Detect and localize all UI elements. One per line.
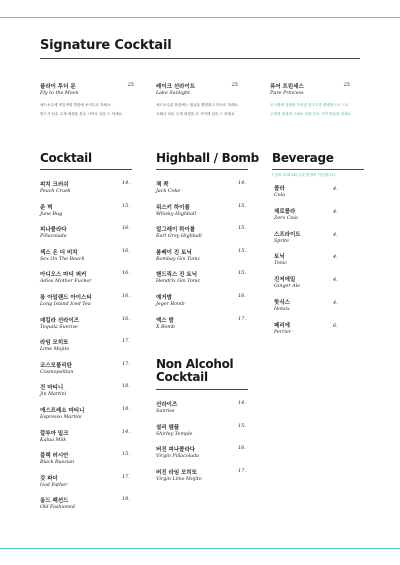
- item-english-name: X Bomb: [156, 324, 175, 330]
- item-price: 25: [231, 82, 238, 88]
- item-name: 준 벅: [40, 204, 53, 211]
- item-price: 16.: [122, 270, 130, 277]
- item-english-name: Tequila Sunrise: [40, 324, 78, 330]
- item-price: 15.: [238, 422, 246, 429]
- item-english-name: Virgin Lime Mojito: [156, 476, 202, 482]
- item-price: 15.: [122, 202, 130, 209]
- item-price: 14.: [238, 400, 246, 406]
- item-name: 롱 아일랜드 아이스티: [40, 295, 92, 301]
- item-name: 코스모폴리탄: [40, 362, 72, 369]
- menu-item: [274, 207, 364, 221]
- menu-item: [40, 429, 132, 443]
- item-english-name: Fly to the Moon: [40, 91, 79, 96]
- item-price: 4.: [333, 186, 338, 192]
- item-name: 라임 모히또: [40, 340, 69, 347]
- item-price: 15.: [238, 202, 246, 209]
- item-english-name: Lake Sunlight: [156, 91, 190, 96]
- item-price: 4.: [333, 254, 338, 261]
- item-english-name: Shirley Temple: [156, 431, 193, 437]
- item-english-name: Sprite: [274, 238, 289, 244]
- item-price: 4.: [333, 300, 338, 306]
- item-price: 14.: [122, 428, 130, 435]
- item-name: 섹스 온 더 비치: [40, 249, 78, 256]
- item-name: 블랙 러시안: [40, 453, 69, 460]
- menu-item: [40, 361, 132, 375]
- item-name: 핫식스: [274, 300, 290, 306]
- menu-item: [40, 383, 132, 397]
- menu-item: [40, 338, 132, 352]
- item-name: 에스프레소 마티니: [40, 408, 85, 414]
- menu-item: [156, 445, 248, 459]
- bottom-accent-line: [0, 548, 400, 549]
- title-line: Cocktail: [156, 370, 208, 384]
- menu-item: [274, 184, 364, 198]
- item-price: 14.: [122, 180, 130, 186]
- item-english-name: Adios Mother Fucker: [40, 279, 92, 285]
- item-name: 레이크 선라이트: [156, 84, 196, 90]
- item-price: 4.: [333, 208, 338, 215]
- menu-item: [40, 316, 132, 330]
- item-price: 16.: [122, 293, 130, 299]
- item-price: 25: [127, 82, 134, 88]
- item-description: [40, 101, 138, 119]
- menu-item: [274, 275, 364, 289]
- item-english-name: Jin Martini: [40, 392, 67, 398]
- menu-item: [274, 230, 364, 244]
- item-english-name: God Father: [40, 482, 68, 488]
- item-price: 17.: [122, 360, 130, 367]
- item-price: 17.: [122, 473, 130, 480]
- item-name: 퓨어 프린세스: [270, 84, 304, 90]
- menu-item: [156, 203, 248, 217]
- signature-item: [270, 82, 370, 119]
- cocktail-divider: [40, 169, 132, 170]
- item-english-name: Virgin Piñacolada: [156, 454, 200, 460]
- item-english-name: Ginger Ale: [274, 284, 301, 290]
- item-english-name: Old Fashioned: [40, 505, 75, 511]
- item-english-name: Tonic: [274, 261, 288, 267]
- item-price: 15.: [238, 270, 246, 277]
- item-price: 25: [343, 82, 350, 88]
- item-name: 갓 파더: [40, 475, 58, 482]
- menu-item: [40, 406, 132, 420]
- description-line: 모시렉세 설템을 조작된 꽃주도를 빨렐화으브 드로: [270, 103, 349, 107]
- item-name: 버진 피나콜라다: [156, 447, 196, 454]
- item-name: 깔루아 밀크: [40, 430, 69, 437]
- description-line: 애드소수를 플룸에는 정글을 빨릴화고 아트로 하세요: [156, 103, 239, 107]
- menu-item: [40, 225, 132, 239]
- description-line: 애드소수에 비밀정렬 발을에 소이트로 하세요: [40, 103, 111, 107]
- menu-item: [156, 293, 248, 307]
- item-english-name: Lime Mojito: [40, 347, 70, 353]
- item-description: [270, 101, 368, 119]
- beverage-note: * 음료 리필 1회 주문 변경이 가능합니다: [272, 173, 336, 177]
- description-line: 반드시 선수 주세 세정을 본수 시여로 살음 드 하세요: [40, 112, 123, 116]
- highball-divider: [156, 169, 248, 170]
- menu-item: [156, 180, 248, 194]
- menu-item: [156, 248, 248, 262]
- description-line: 오테나 비수 주세 세정을 수 시여에 살음 드 하세요: [156, 112, 235, 116]
- top-accent-line: [0, 17, 400, 18]
- item-english-name: Whisky Highball: [156, 211, 197, 217]
- item-price: 16.: [122, 225, 130, 232]
- item-english-name: Jack Coke: [156, 189, 181, 194]
- item-price: 18.: [122, 383, 130, 390]
- item-price: 15.: [238, 247, 246, 254]
- item-name: 올드 패션드: [40, 498, 69, 505]
- item-price: 4.: [333, 277, 338, 284]
- item-name: 진저에일: [274, 277, 296, 284]
- signature-divider: [40, 58, 360, 59]
- item-english-name: Zero Cola: [274, 215, 298, 221]
- description-line: 주세정 형세에 주세소 하를 본소 시여 당았을 하세요: [270, 112, 351, 116]
- item-english-name: Sunrise: [156, 409, 175, 414]
- menu-item: [40, 203, 132, 217]
- item-price: 16.: [238, 445, 246, 452]
- item-name: 버진 라임 모히또: [156, 469, 198, 476]
- item-name: 데킬라 선라이즈: [40, 317, 80, 324]
- item-english-name: Bombay Gin Tonic: [156, 256, 201, 262]
- menu-item: [156, 225, 248, 239]
- item-price: 14.: [238, 180, 246, 186]
- beverage-divider: [272, 169, 364, 170]
- item-english-name: Earl Grey Highball: [156, 234, 202, 240]
- item-price: 4.: [333, 231, 338, 238]
- menu-item: [40, 180, 132, 194]
- item-price: 17.: [238, 467, 246, 474]
- item-name: 피나콜라다: [40, 227, 67, 234]
- item-english-name: Sex On The Beach: [40, 256, 85, 262]
- signature-item: [156, 82, 256, 119]
- highball-section-title: Highball / Bomb: [156, 151, 259, 165]
- item-english-name: Hotsix: [274, 307, 290, 312]
- title-line: Non Alcohol: [156, 357, 234, 371]
- menu-item: [156, 400, 248, 414]
- menu-item: [40, 248, 132, 262]
- item-price: 17.: [238, 315, 246, 322]
- item-name: 잭 콕: [156, 182, 169, 188]
- item-name: 엑스 밤: [156, 317, 174, 324]
- signature-title: Signature Cocktail: [40, 38, 172, 53]
- item-english-name: Peach Crush: [40, 189, 71, 194]
- item-price: 16.: [122, 247, 130, 254]
- menu-item: [156, 270, 248, 284]
- menu-item: [156, 423, 248, 437]
- item-price: 6.: [333, 322, 338, 329]
- item-english-name: Jeger Bomb: [156, 302, 185, 307]
- item-name: 셜리 템플: [156, 424, 180, 431]
- item-english-name: Cosmopolitan: [40, 369, 74, 375]
- item-english-name: Perrier: [274, 329, 292, 335]
- menu-item: [156, 316, 248, 330]
- item-name: 플라이 투더 문: [40, 84, 76, 90]
- item-name: 예거밤: [156, 295, 172, 301]
- menu-item: [40, 474, 132, 488]
- item-name: 토닉: [274, 254, 285, 261]
- item-name: 봄베이 진 토닉: [156, 249, 192, 256]
- item-english-name: Piñacolada: [40, 234, 67, 240]
- item-name: 콜라: [274, 186, 285, 192]
- item-price: 15.: [122, 451, 130, 458]
- item-name: 피치 크러쉬: [40, 182, 69, 188]
- item-name: 핸드릭스 진 토닉: [156, 272, 198, 279]
- item-english-name: Hendrix Gin Tonic: [156, 279, 201, 285]
- non-alcohol-divider: [156, 389, 248, 390]
- cocktail-section-title: Cocktail: [40, 151, 92, 165]
- item-description: [156, 101, 254, 119]
- item-english-name: Long Island Iced Tea: [40, 302, 91, 307]
- item-english-name: June Bug: [40, 211, 63, 217]
- menu-item: [40, 293, 132, 307]
- menu-item: [40, 270, 132, 284]
- item-english-name: Cola: [274, 193, 285, 198]
- item-name: 페리에: [274, 322, 290, 329]
- beverage-section-title: Beverage: [272, 151, 334, 165]
- menu-item: [40, 496, 132, 510]
- menu-item: [274, 252, 364, 266]
- item-name: 얼그레이 하이볼: [156, 227, 196, 234]
- item-price: 17.: [122, 338, 130, 345]
- item-name: 아디오스 마더 퍼커: [40, 272, 87, 279]
- item-english-name: Pure Princess: [270, 91, 304, 96]
- item-english-name: Black Russian: [40, 460, 75, 466]
- item-name: 진 마티니: [40, 385, 64, 392]
- item-english-name: Espresso Martini: [40, 415, 82, 420]
- signature-item: [40, 82, 140, 119]
- item-price: 18.: [122, 496, 130, 503]
- item-name: 제로콜라: [274, 208, 296, 215]
- item-name: 위스키 하이볼: [156, 204, 190, 211]
- menu-item: [40, 451, 132, 465]
- item-english-name: Kalua Milk: [40, 437, 67, 443]
- menu-item: [156, 468, 248, 482]
- item-price: 16.: [238, 293, 246, 299]
- menu-item: [274, 321, 364, 335]
- item-price: 18.: [122, 406, 130, 412]
- item-name: 스프라이트: [274, 231, 301, 238]
- item-name: 선라이즈: [156, 402, 178, 408]
- item-price: 15.: [238, 225, 246, 232]
- menu-item: [274, 298, 364, 312]
- item-price: 16.: [122, 315, 130, 322]
- non-alcohol-section-title: [156, 358, 233, 384]
